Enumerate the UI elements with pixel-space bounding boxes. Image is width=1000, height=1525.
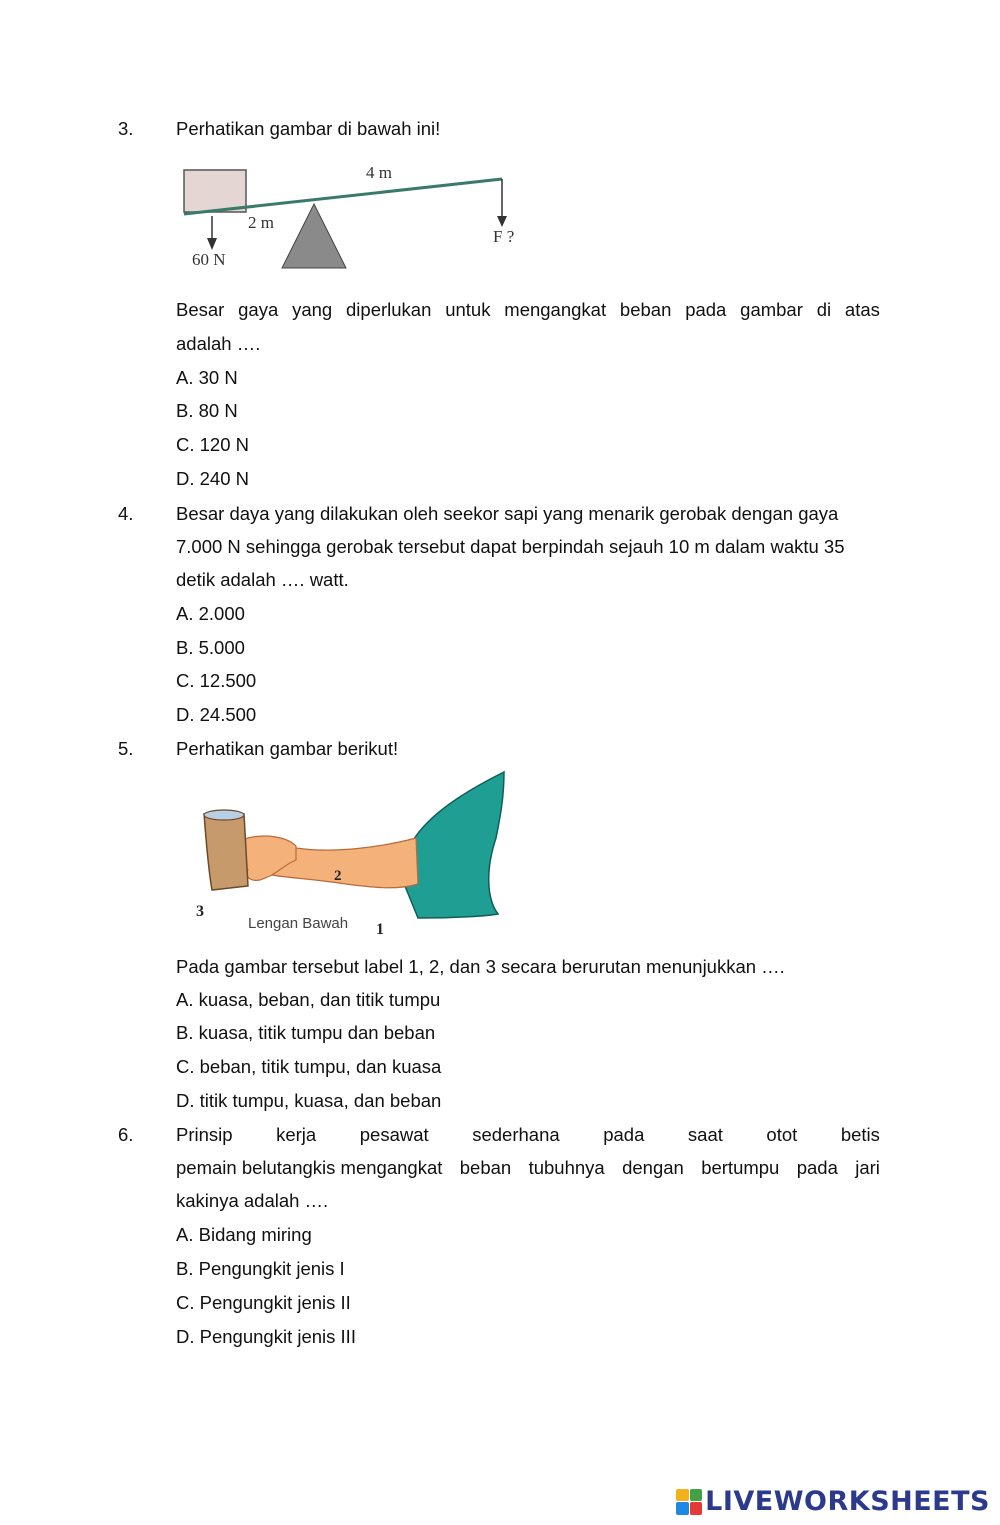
figure-caption: Lengan Bawah xyxy=(248,915,349,932)
question-5-number: 5. xyxy=(118,738,134,759)
question-3-option-b[interactable]: B. 80 N xyxy=(176,400,238,421)
word: kerja xyxy=(276,1124,317,1145)
question-6-stem-line1 xyxy=(176,1124,880,1146)
word: di xyxy=(816,299,832,320)
question-3-option-d[interactable]: D. 240 N xyxy=(176,468,250,489)
word: pada xyxy=(685,299,727,320)
question-3-body-line1 xyxy=(176,299,880,321)
word: diperlukan xyxy=(346,299,432,320)
question-6-number: 6. xyxy=(118,1124,134,1145)
question-5-option-b[interactable]: B. kuasa, titik tumpu dan beban xyxy=(176,1022,436,1043)
question-3-option-c[interactable]: C. 120 N xyxy=(176,434,250,455)
word: bertumpu xyxy=(701,1157,780,1178)
question-3-stem: Perhatikan gambar di bawah ini! xyxy=(176,118,441,139)
question-4-stem-line1: Besar daya yang dilakukan oleh seekor sapi yang menarik gerobak dengan gaya xyxy=(176,503,839,524)
word: Prinsip xyxy=(176,1124,233,1145)
question-4-option-d[interactable]: D. 24.500 xyxy=(176,704,257,725)
label-60n: 60 N xyxy=(192,250,226,269)
logo-text: LIVEWORKSHEETS xyxy=(705,1486,990,1517)
question-5-body: Pada gambar tersebut label 1, 2, dan 3 secara berurutan menunjukkan …. xyxy=(176,956,785,977)
word: pada xyxy=(796,1157,838,1178)
question-6-option-a[interactable]: A. Bidang miring xyxy=(176,1224,312,1245)
question-5-option-d[interactable]: D. titik tumpu, kuasa, dan beban xyxy=(176,1090,442,1111)
question-4-stem-line2: 7.000 N sehingga gerobak tersebut dapat berpindah sejauh 10 m dalam waktu 35 xyxy=(176,536,845,557)
word: saat xyxy=(687,1124,723,1145)
word: pesawat xyxy=(359,1124,429,1145)
word: untuk xyxy=(445,299,491,320)
load-arrow-head xyxy=(207,238,217,250)
word: mengangkat xyxy=(504,299,607,320)
force-arrow-head xyxy=(497,216,507,227)
word: jari xyxy=(855,1157,880,1178)
liveworksheets-logo[interactable] xyxy=(676,1486,990,1517)
question-3-option-a[interactable]: A. 30 N xyxy=(176,367,238,388)
label-force: F ? xyxy=(493,227,515,246)
question-4-number: 4. xyxy=(118,503,134,524)
lever-seesaw-figure xyxy=(178,158,538,278)
word: gaya xyxy=(238,299,279,320)
word: tubuhnya xyxy=(528,1157,605,1178)
question-3-number: 3. xyxy=(118,118,134,139)
figure-label-1: 1 xyxy=(376,921,384,938)
question-4-option-a[interactable]: A. 2.000 xyxy=(176,603,245,624)
label-2m: 2 m xyxy=(248,213,274,232)
word: beban xyxy=(459,1157,512,1178)
question-4-option-c[interactable]: C. 12.500 xyxy=(176,670,257,691)
question-5-stem: Perhatikan gambar berikut! xyxy=(176,738,399,759)
label-4m: 4 m xyxy=(366,163,392,182)
figure-label-3: 3 xyxy=(196,903,204,920)
question-5-option-c[interactable]: C. beban, titik tumpu, dan kuasa xyxy=(176,1056,442,1077)
word: pada xyxy=(603,1124,645,1145)
question-6-option-c[interactable]: C. Pengungkit jenis II xyxy=(176,1292,351,1313)
word: beban xyxy=(619,299,672,320)
word: otot xyxy=(766,1124,798,1145)
question-3-body-line2: adalah …. xyxy=(176,333,261,354)
question-4-option-b[interactable]: B. 5.000 xyxy=(176,637,245,658)
question-5-option-a[interactable]: A. kuasa, beban, dan titik tumpu xyxy=(176,989,441,1010)
word: dengan xyxy=(622,1157,684,1178)
word: Besar xyxy=(176,299,225,320)
word: atas xyxy=(844,299,880,320)
question-6-option-d[interactable]: D. Pengungkit jenis III xyxy=(176,1326,356,1347)
word: yang xyxy=(292,299,333,320)
forearm-lever-figure xyxy=(186,768,516,940)
fulcrum-triangle xyxy=(282,204,346,268)
question-4-stem-line3: detik adalah …. watt. xyxy=(176,569,349,590)
question-6-option-b[interactable]: B. Pengungkit jenis I xyxy=(176,1258,345,1279)
figure-label-2: 2 xyxy=(334,868,342,884)
word: betis xyxy=(840,1124,880,1145)
question-6-stem-line2 xyxy=(176,1157,880,1179)
question-6-stem-line3: kakinya adalah …. xyxy=(176,1190,329,1211)
liveworksheets-logo-icon xyxy=(676,1489,702,1515)
word: sederhana xyxy=(472,1124,560,1145)
load-box xyxy=(184,170,246,212)
word: pemain belutangkis mengangkat xyxy=(176,1157,443,1178)
word: gambar xyxy=(740,299,803,320)
cup-rim xyxy=(204,810,244,820)
cup-shape xyxy=(204,814,248,890)
